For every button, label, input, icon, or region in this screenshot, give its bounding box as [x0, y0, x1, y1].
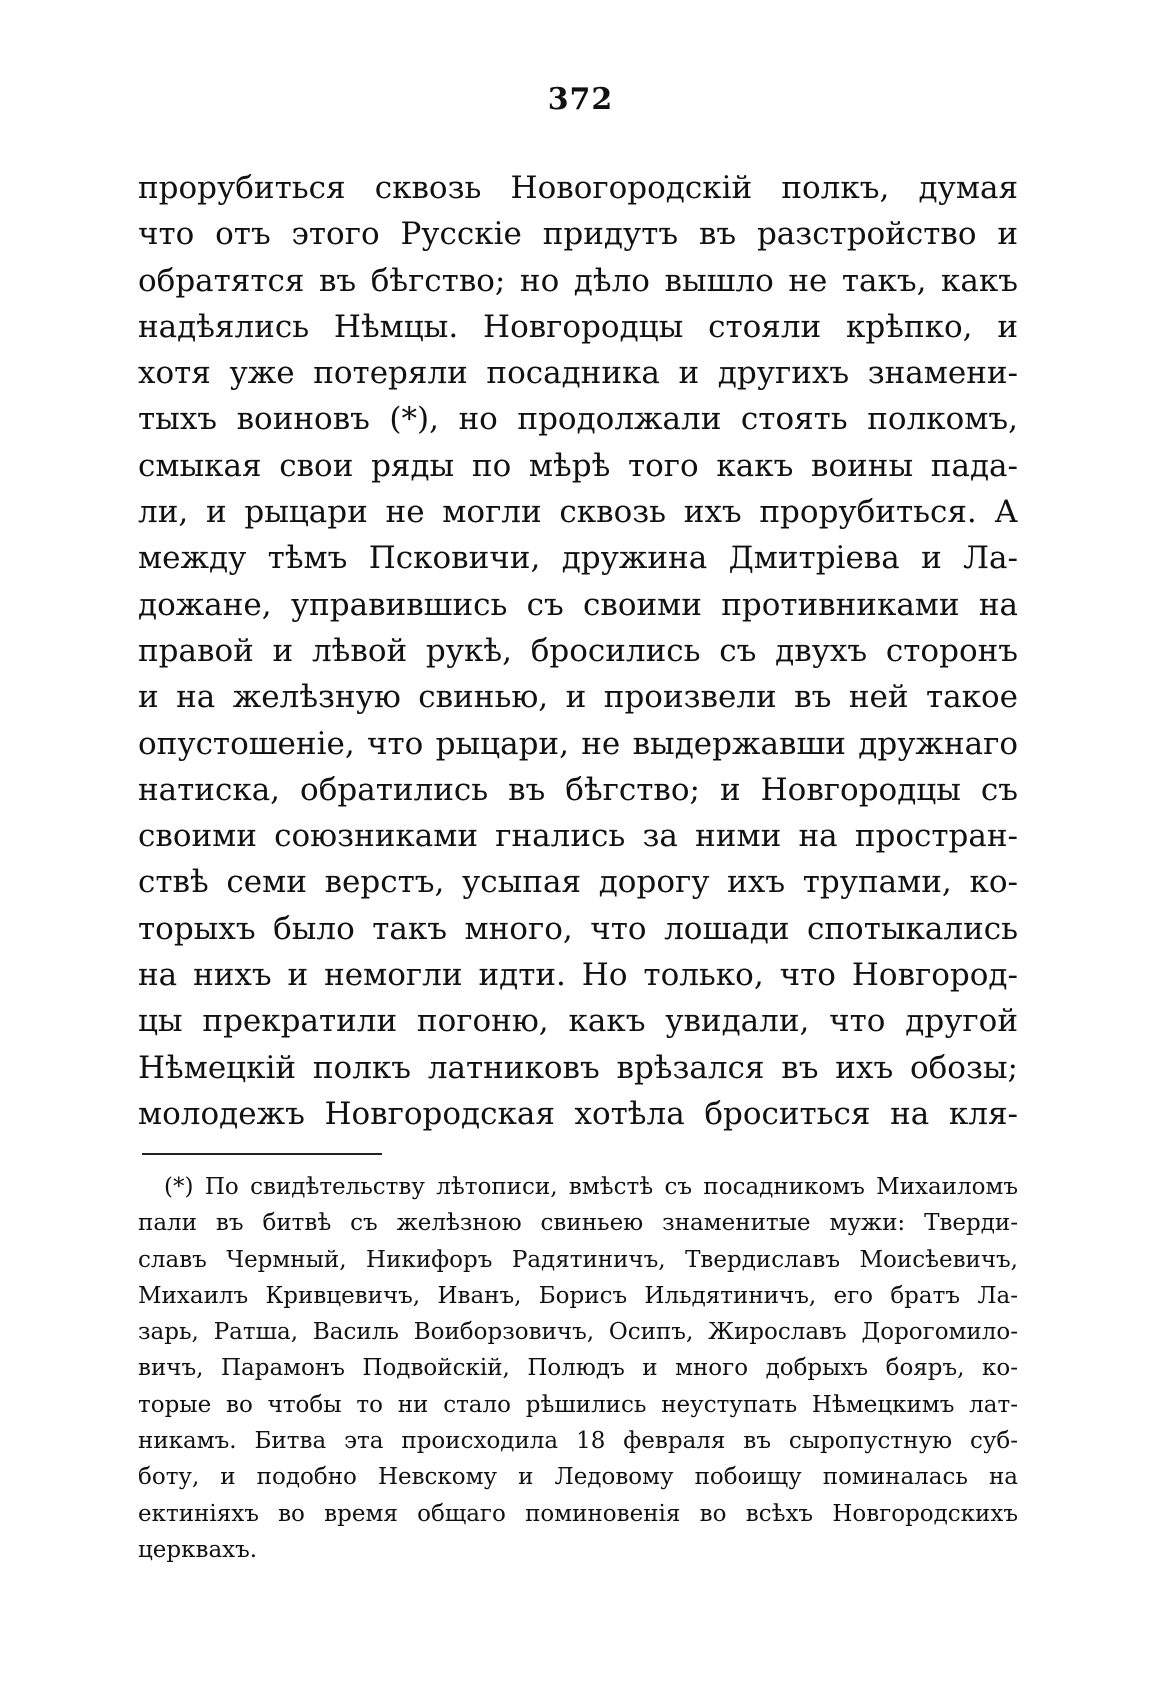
text-line: что отъ этого Русскіе придутъ въ разстройство и	[138, 216, 1018, 253]
footnote-line: боту, и подобно Невскому и Ледовому побоищу поминалась на	[138, 1464, 1018, 1491]
text-line: смыкая свои ряды по мѣрѣ того какъ воины пада-	[138, 447, 1018, 484]
text-line: своими союзниками гнались за ними на простран-	[138, 818, 1018, 855]
footnote-line: пали въ битвѣ съ желѣзною свиньею знаменитые мужи: Тверди-	[138, 1210, 1018, 1237]
footnote-line: славъ Чермный, Никифоръ Радятиничъ, Твердиславъ Моисѣевичъ,	[138, 1246, 1018, 1273]
text-line: торыхъ было такъ много, что лошади спотыкались	[138, 910, 1018, 947]
text-line: правой и лѣвой рукѣ, бросились съ двухъ сторонъ	[138, 632, 1018, 669]
footnote-line: ектиніяхъ во время общаго поминовенія во всѣхъ Новгородскихъ	[138, 1500, 1018, 1527]
text-line: ствѣ семи верстъ, усыпая дорогу ихъ трупами, ко-	[138, 864, 1018, 901]
text-line: Нѣмецкій полкъ латниковъ врѣзался въ ихъ обозы;	[138, 1049, 1018, 1086]
footnote-line: никамъ. Битва эта происходила 18 февраля въ сыропустную суб-	[138, 1428, 1018, 1455]
text-line: между тѣмъ Псковичи, дружина Дмитріева и Ла-	[138, 540, 1018, 577]
text-line: на нихъ и немогли идти. Но только, что Новгород-	[138, 957, 1018, 994]
text-line: хотя уже потеряли посадника и другихъ знамени-	[138, 355, 1018, 392]
text-line: ли, и рыцари не могли сквозь ихъ прорубиться. А	[138, 494, 1018, 531]
footnote-divider	[142, 1153, 382, 1155]
footnote-line: церквахъ.	[138, 1536, 258, 1563]
text-line: тыхъ воиновъ (*), но продолжали стоять полкомъ,	[138, 401, 1018, 438]
footnote	[138, 1169, 1018, 1568]
text-line: цы прекратили погоню, какъ увидали, что другой	[138, 1003, 1018, 1040]
text-line: прорубиться сквозь Новогородскій полкъ, думая	[138, 170, 1018, 206]
footnote-line: вичъ, Парамонъ Подвойскій, Полюдъ и много добрыхъ бояръ, ко-	[138, 1355, 1018, 1382]
text-line: обратятся въ бѣгство; но дѣло вышло не такъ, какъ	[138, 262, 1018, 299]
text-line: дожане, управившись съ своими противниками на	[138, 586, 1018, 623]
main-text	[138, 165, 1018, 1137]
text-line: молодежъ Новгородская хотѣла броситься на кля-	[138, 1095, 1018, 1132]
footnote-line: (*) По свидѣтельству лѣтописи, вмѣстѣ съ посадникомъ Михаиломъ	[164, 1174, 1018, 1200]
page-number: 372	[547, 82, 614, 117]
text-line: опустошеніе, что рыцари, не выдержавши дружнаго	[138, 725, 1018, 762]
text-line: надѣялись Нѣмцы. Новгородцы стояли крѣпко, и	[138, 308, 1018, 345]
footnote-line: торые во чтобы то ни стало рѣшились неуступать Нѣмецкимъ лат-	[138, 1391, 1018, 1418]
text-line: натиска, обратились въ бѣгство; и Новгородцы съ	[138, 771, 1018, 808]
footnote-line: зарь, Ратша, Василь Воиборзовичъ, Осипъ, Жирославъ Дорогомило-	[138, 1319, 1018, 1346]
text-line: и на желѣзную свинью, и произвели въ ней такое	[138, 679, 1018, 716]
footnote-line: Михаилъ Кривцевичъ, Иванъ, Борисъ Ильдятиничъ, его братъ Ла-	[138, 1282, 1018, 1309]
